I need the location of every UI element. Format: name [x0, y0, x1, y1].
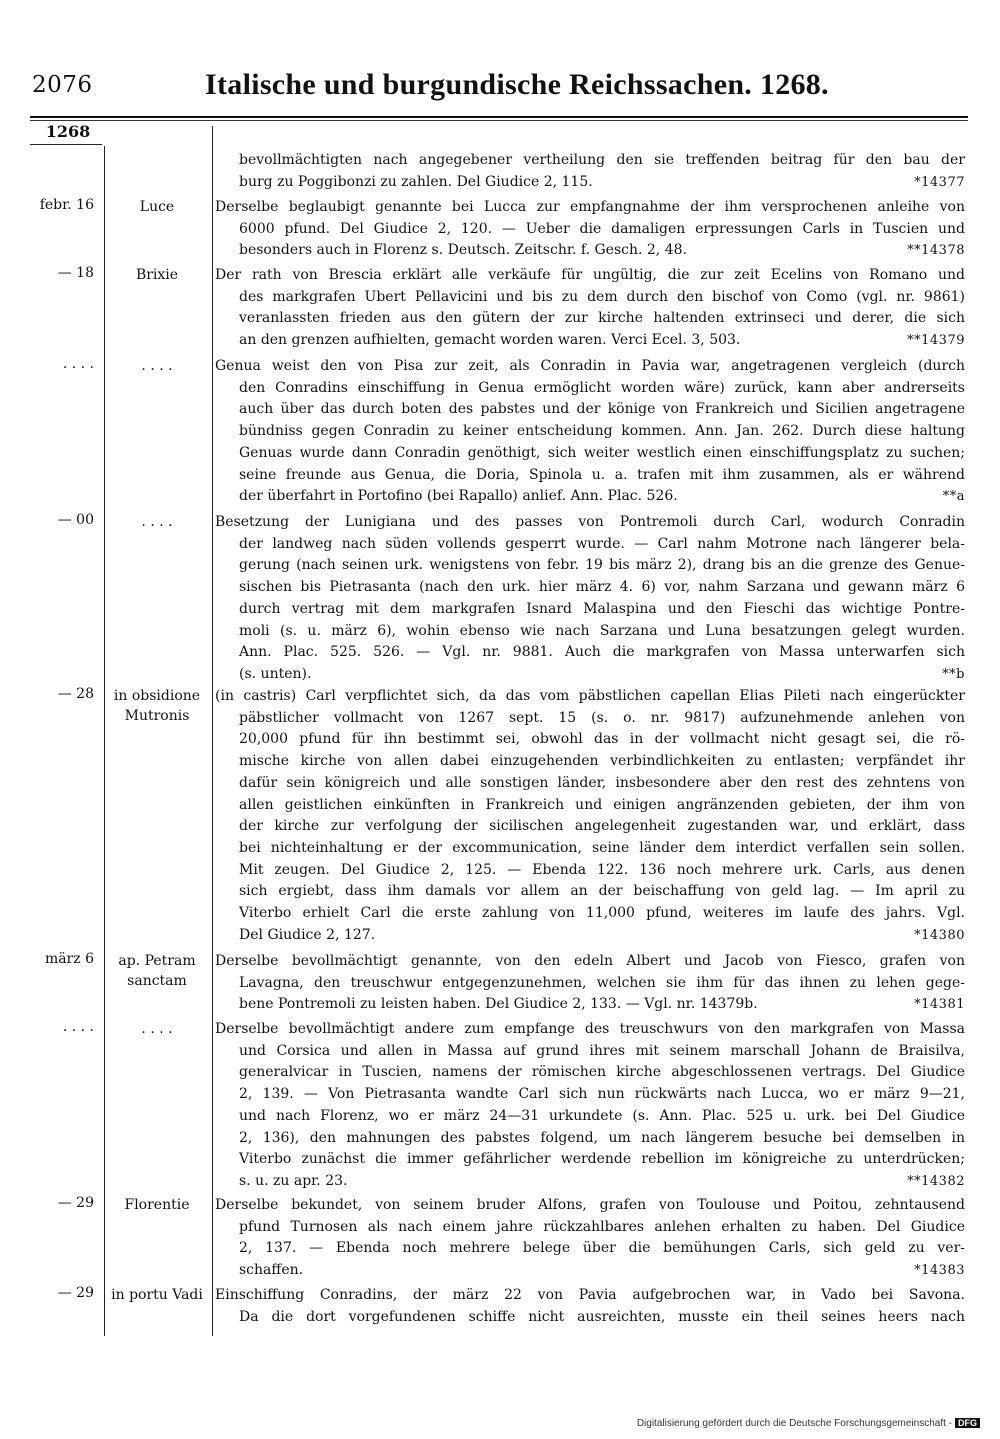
entry-text: [215, 951, 965, 1016]
entry-line: mische kirche von allen dabei einzugehenden verbindlichkeiten zu entlasten; verpfändet ihr: [239, 753, 965, 770]
entry-line: 2, 139. — Von Pietrasanta wandte Carl sich nun rückwärts nach Lucca, wo er märz 9—21,: [239, 1086, 965, 1103]
header-rule-thin: [30, 120, 968, 121]
entry-line: bevollmächtigten nach angegebener vertheilung den sie treffenden beitrag für den bau der: [239, 152, 965, 168]
entry-line: seine freunde aus Genua, die Doria, Spinola u. a. trafen mit ihm zusammen, als er während: [239, 466, 965, 483]
header-rule: [30, 116, 968, 118]
entry-number: **14382: [907, 1173, 965, 1189]
entry-text: [215, 1285, 965, 1328]
entry-place: Luce: [139, 199, 175, 215]
entry-line: allen geistlichen einkünften in Frankreich und einigen angränzenden gebieten, der ihm von: [239, 796, 965, 813]
entry-line: [215, 664, 965, 686]
entry-line: und nach Florenz, wo er märz 24—31 urkundete (s. Ann. Plac. 525 u. urk. bei Del Giudice: [239, 1107, 965, 1124]
entry-line-text: bene Pontremoli zu leisten haben. Del Giudice 2, 133. — Vgl. nr. 14379b.: [239, 996, 758, 1013]
entry-date: — 28: [57, 686, 94, 702]
entry-number: *14380: [914, 927, 965, 943]
entry-line: Der rath von Brescia erklärt alle verkäufe für ungültig, die zur zeit Ecelins von Romano und: [215, 267, 965, 283]
entry-place: in obsidione Mutronis: [113, 688, 201, 724]
entry-date: — 29: [57, 1195, 94, 1211]
entry-line: auch über das durch boten des pabstes und der könige von Frankreich und Sicilien angetragene: [239, 401, 965, 418]
column-divider-date: [104, 146, 105, 1336]
entry-line: 6000 pfund. Del Giudice 2, 120. — Ueber die damaligen erpressungen Carls in Tuscien und: [239, 220, 965, 237]
entry-line: sich ergiebt, dass ihm damals vor allem an der beischaffung von geld lag. — Im april zu: [239, 883, 965, 900]
entry-date: — 00: [57, 512, 94, 528]
entry-line: [215, 925, 965, 947]
dfg-logo: DFG: [955, 1418, 980, 1428]
entry-line-text: schaffen.: [239, 1262, 304, 1279]
entry-line: Einschiffung Conradins, der märz 22 von Pavia aufgebrochen war, in Vado bei Savona.: [215, 1287, 965, 1303]
entry-line-text: Del Giudice 2, 127.: [239, 926, 376, 943]
entry-line: [215, 172, 965, 194]
entry-line: Ann. Plac. 525. 526. — Vgl. nr. 9881. Auch die markgrafen von Massa unterwarfen sich: [239, 644, 965, 661]
entry-line: der landweg nach süden vollends gesperrt wurde. — Carl nahm Motrone nach längerer bela-: [239, 535, 965, 552]
running-title: Italische und burgundische Reichssachen. 1268.: [205, 68, 829, 101]
entry-line: generalvicar in Tuscien, namens der römischen kirche abgeschlossenen vertrags. Del Giudice: [239, 1064, 965, 1081]
entry-line-text: an den grenzen aufhielten, gemacht worden waren. Verci Ecel. 3, 503.: [239, 332, 741, 349]
entry-place: . . . .: [141, 514, 173, 530]
entry-line-text: s. u. zu apr. 23.: [239, 1172, 348, 1189]
year-label: 1268: [45, 122, 91, 141]
entry-text: [215, 512, 965, 686]
entry-line: bündniss gegen Conradin zu keiner entscheidung kommen. Ann. Jan. 262. Durch diese haltung: [239, 423, 965, 440]
entry-line: [215, 486, 965, 508]
entry-line: Da die dort vorgefundenen schiffe nicht ausreichten, musste ein theil seines heers nach: [239, 1308, 965, 1325]
entry-date: — 29: [57, 1285, 94, 1301]
entry-line: Besetzung der Lunigiana und des passes von Pontremoli durch Carl, wodurch Conradin: [215, 514, 965, 530]
entry-place: ap. Petram sanctam: [118, 953, 196, 989]
entry-text: [215, 150, 965, 193]
entry-place: Florentie: [124, 1197, 190, 1213]
entry-number: *14377: [914, 174, 965, 190]
entry-text: [215, 197, 965, 262]
page-number: 2076: [32, 72, 93, 98]
entry-line-text: der überfahrt in Portofino (bei Rapallo) anlief. Ann. Plac. 526.: [239, 488, 678, 505]
entry-date: märz 6: [44, 951, 94, 967]
entry-line: und Corsica und allen in Massa auf grund ihres mit seinem marschall Johann de Braisilva,: [239, 1042, 965, 1059]
entry-line: [215, 1260, 965, 1282]
entry-line: Derselbe bevollmächtigt genannte, von den edeln Albert und Jacob von Fiesco, grafen von: [215, 953, 965, 969]
entry-line-text: burg zu Poggibonzi zu zahlen. Del Giudice 2, 115.: [239, 173, 593, 190]
entry-number: *14381: [914, 997, 965, 1013]
entry-line: sischen bis Pietrasanta (nach den urk. hier märz 4. 6) vor, nahm Sarzana und gewann märz 6: [239, 579, 965, 596]
entry-line: Genua weist den von Pisa zur zeit, als Conradin in Pavia war, angetragenen vergleich (durch: [215, 358, 965, 374]
entry-line: gerung (nach seinen urk. wenigstens von febr. 19 bis märz 2), drang bis an die grenze des Genue-: [239, 557, 965, 574]
entry-line: Genuas wurde dann Conradin genöthigt, sich weiter westlich einen einschiffungsplatz zu suchen;: [239, 444, 965, 461]
entry-line: [215, 1171, 965, 1193]
entry-number: **a: [942, 489, 965, 505]
entry-line: den Conradins einschiffung in Genua ermöglicht worden wäre) zurück, kann aber andrerseits: [239, 379, 965, 396]
entry-line: Viterbo zunächst die immer gefährlicher werdende rebellion im königreiche zu unterdrücken;: [239, 1151, 965, 1168]
entry-place: in portu Vadi: [111, 1287, 203, 1303]
column-divider-place: [212, 126, 213, 1336]
entry-date: . . . .: [62, 356, 94, 372]
entry-line: veranlassten frieden aus den gütern der zur kirche haltenden extrinseci und derer, die sich: [239, 310, 965, 327]
entry-line: 2, 136), den mahnungen des pabstes folgend, um nach längerem besuche bei demselben in: [239, 1129, 965, 1146]
entry-date: — 18: [57, 265, 94, 281]
entry-line: Mit zeugen. Del Giudice 2, 125. — Ebenda 122. 136 noch mehrere urk. Carls, aus denen: [239, 861, 965, 878]
entry-line: pfund Turnosen als nach einem jahre rückzahlbares anlehen erhalten zu haben. Del Giudice: [239, 1218, 965, 1235]
entry-line: päbstlicher vollmacht von 1267 sept. 15 (s. o. nr. 9817) aufzunehmende anlehen von: [239, 709, 965, 726]
entry-text: [215, 356, 965, 508]
page-header: [30, 68, 970, 122]
entry-line: durch vertrag mit dem markgrafen Isnard Malaspina und den Fieschi das wichtige Pontre-: [239, 600, 965, 617]
entry-place: Brixie: [135, 267, 179, 283]
entry-line: Viterbo erhielt Carl die erste zahlung von 11,000 pfund, weiteres im laufe des jahrs. Vgl.: [239, 905, 965, 922]
entry-line-text: (s. unten).: [239, 665, 312, 682]
footer-credit: [637, 1418, 980, 1429]
entry-line: moli (s. u. märz 6), wohin ebenso wie nach Sarzana und Luna besatzungen gelegt wurden.: [239, 622, 965, 639]
entry-date: . . . .: [62, 1019, 94, 1035]
entry-number: **b: [942, 666, 965, 682]
entry-line-text: besonders auch in Florenz s. Deutsch. Zeitschr. f. Gesch. 2, 48.: [239, 242, 687, 259]
entry-text: [215, 1019, 965, 1193]
entry-line: bei nichteinhaltung er der excommunication, seine länder dem interdict verfallen sein sollen.: [239, 839, 965, 856]
entry-line: Derselbe bekundet, von seinem bruder Alfons, grafen von Toulouse und Poitou, zehntausend: [215, 1197, 965, 1213]
entry-line: Derselbe bevollmächtigt andere zum empfange des treuschwurs von den markgrafen von Massa: [215, 1021, 965, 1037]
entry-text: [215, 686, 965, 946]
entry-line: [215, 240, 965, 262]
entry-text: [215, 1195, 965, 1282]
entry-line: [215, 994, 965, 1016]
entry-line: der kirche zur verfolgung der sicilischen angelegenheit zugestanden war, und erklärt, dass: [239, 818, 965, 835]
entry-line: Lavagna, den treuschwur entgegenzunehmen, welchen sie ihm für das ihnen zu lehen gege-: [239, 974, 965, 991]
entry-line: 2, 137. — Ebenda noch mehrere belege über die bemühungen Carls, sich geld zu ver-: [239, 1240, 965, 1257]
footer-text: Digitalisierung gefördert durch die Deutsche Forschungsgemeinschaft -: [636, 1418, 952, 1429]
entry-line: [215, 330, 965, 352]
entry-number: **14379: [907, 333, 965, 349]
entry-line: dafür sein königreich und alle sonstigen länder, insbesondere aber den rest des zehntens von: [239, 774, 965, 791]
entry-date: febr. 16: [39, 197, 94, 213]
entry-line: des markgrafen Ubert Pellavicini und bis zu dem durch den bischof von Como (vgl. nr. 9861): [239, 288, 965, 305]
year-rule: [30, 144, 102, 145]
entry-place: . . . .: [141, 1021, 173, 1037]
entry-line: Derselbe beglaubigt genannte bei Lucca zur empfangnahme der ihm versprochenen anleihe von: [215, 199, 965, 215]
entry-text: [215, 265, 965, 352]
entry-line: (in castris) Carl verpflichtet sich, da das vom päbstlichen capellan Elias Pileti nach eingerückter: [215, 688, 965, 704]
entry-place: . . . .: [141, 358, 173, 374]
entry-number: *14383: [914, 1263, 965, 1279]
entry-number: **14378: [907, 243, 965, 259]
entry-line: 20,000 pfund für ihn bestimmt sei, obwohl das in der vollmacht nicht gesagt sei, die rö-: [239, 731, 965, 748]
